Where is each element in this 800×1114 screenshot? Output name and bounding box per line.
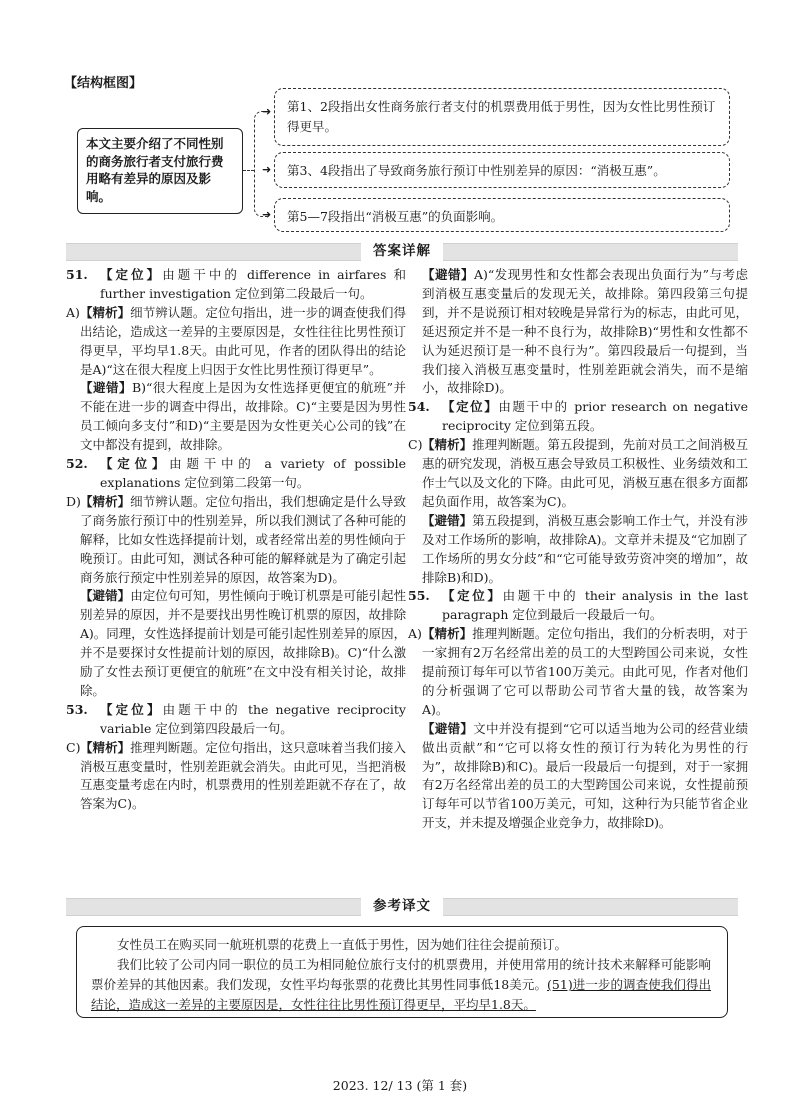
question-number: 51. xyxy=(66,267,88,282)
locate-label: 【定位】 xyxy=(100,456,170,472)
locate-label: 【定位】 xyxy=(442,588,503,604)
distractor-text: A)“发现男性和女性都会表现出负面行为”与考虑到消极互惠变量后的发现无关，故排除。第四段第三句提到，并不是说预订相对较晚是异常行为的标志，由此可见，延迟预定并不是一种不良行为，故排除B)“男性和女性都不认为延迟预订是一种不良行为”。第四段最后一句提到，当我们接入消极互惠变量时，性别差距就会消失，而不是缩小，故排除D)。 xyxy=(422,267,748,396)
answer-option: A) xyxy=(66,304,80,320)
translation-text: 我们比较了公司内同一职位的员工为相同舱位旅行支付的机票费用，并使用常用的统计技术来解释可能影响票价差异的其他因素。我们发现，女性平均每张票的花费比其男性同事低18美元。 xyxy=(91,957,711,992)
locate-label: 【定位】 xyxy=(442,399,499,415)
analysis-text: 细节辨认题。定位句指出，进一步的调查使我们得出结论，造成这一差异的主要原因是，女性往往比男性预订得更早，平均早1.8天。由此可见，作者的团队得出的结论是A)“这在很大程度上归因于女性比男性预订得更早”。 xyxy=(80,304,406,377)
section-bar-translation xyxy=(66,898,738,916)
q54-distractor xyxy=(408,512,748,588)
question-number: 55. xyxy=(408,588,430,604)
q51-locate xyxy=(66,266,406,304)
section-title: 答案详解 xyxy=(361,242,443,261)
distractor-label: 【避错】 xyxy=(422,267,474,282)
q54-analysis xyxy=(408,436,748,512)
q53-locate xyxy=(66,701,406,739)
locate-text: 由题干中的 their analysis in the last paragraph 定位到最后一段最后一句。 xyxy=(442,588,748,623)
arrow-right-icon: ➜ xyxy=(262,208,272,221)
distractor-text: 文中并没有提到“它可以适当地为公司的经营业绩做出贡献”和“它可以将女性的预订行为转化为男性的行为”，故排除B)和C)。最后一段最后一句提到，对于一家拥有2万名经常出差的员工的大型跨国公司来说，女性提前预订每年可以节省100万美元，可知，这种行为只能节省企业开支，并未提及增强企业竞争力，故排除D)。 xyxy=(422,720,749,831)
analysis-label: 【精析】 xyxy=(422,437,473,453)
q55-locate xyxy=(408,587,748,625)
distractor-label: 【避错】 xyxy=(422,720,474,736)
distractor-label: 【避错】 xyxy=(80,380,132,396)
translation-answer-marked: (51)进一步的调查使我们得出结论，造成这一差异的主要原因是，女性往往比男性预订得更早，平均早1.8天。 xyxy=(91,977,711,1012)
translation-box xyxy=(76,926,728,1018)
q55-distractor xyxy=(408,720,748,833)
analysis-text: 推理判断题。定位句指出，这只意味着当我们接入消极互惠变量时，性别差距就会消失。由此可见，当把消极互惠变量考虑在内时，机票费用的性别差距就不存在了，故答案为C)。 xyxy=(80,739,406,812)
section-bar-answers xyxy=(66,243,738,261)
distractor-text: 由定位句可知，男性倾向于晚订机票是可能引起性别差异的原因，并不是要找出男性晚订机票的原因，故排除A)。同理，女性选择提前计划是可能引起性别差异的原因，并不是要探讨女性提前计划的原因，故排除B)。C)“什么激励了女性去预订更便宜的航班”在文中没有相关讨论，故排除。 xyxy=(80,588,406,698)
locate-label: 【定位】 xyxy=(100,267,163,282)
analysis-text: 推理判断题。定位句指出，我们的分析表明，对于一家拥有2万名经常出差的员工的大型跨国公司来说，女性提前预订每年可以节省100万美元。由此可见，作者对他们的分析强调了它可以帮助公司节省大量的钱，故答案为A)。 xyxy=(422,626,748,717)
locate-label: 【定位】 xyxy=(100,701,163,717)
page-footer: 2023. 12/ 13 (第 1 套) xyxy=(332,1078,468,1093)
q52-locate xyxy=(66,455,406,493)
question-number: 53. xyxy=(66,701,88,717)
question-number: 54. xyxy=(408,399,430,415)
branch-box-3 xyxy=(274,198,730,232)
q54-locate xyxy=(408,398,748,436)
q53-analysis xyxy=(66,739,406,815)
branch-text: 第3、4段指出了导致商务旅行预订中性别差异的原因：“消极互惠”。 xyxy=(287,163,666,178)
arrow-right-icon: ➜ xyxy=(262,163,272,176)
answers-left-column xyxy=(66,266,406,814)
structure-main-box: 本文主要介绍了不同性别的商务旅行者支付旅行费用略有差异的原因及影响。 xyxy=(77,128,243,214)
connector-line xyxy=(243,170,254,171)
analysis-text: 推理判断题。第五段提到，先前对员工之间消极互惠的研究发现，消极互惠会导致员工积极性、业务绩效和工作士气以及文化的下降。由此可见，消极互惠在很多方面都起负面作用，故答案为C)。 xyxy=(422,437,748,509)
translation-paragraph-2 xyxy=(91,955,711,1015)
analysis-label: 【精析】 xyxy=(422,626,473,642)
q51-distractor xyxy=(66,379,406,455)
branch-text: 第5—7段指出“消极互惠”的负面影响。 xyxy=(287,209,504,224)
q52-analysis xyxy=(66,493,406,588)
answer-option: D) xyxy=(66,493,81,509)
analysis-label: 【精析】 xyxy=(80,739,131,755)
q53-distractor xyxy=(408,266,748,398)
distractor-label: 【避错】 xyxy=(80,588,131,604)
branch-box-1 xyxy=(274,88,730,146)
distractor-text: 第五段提到，消极互惠会影响工作士气，并没有涉及对工作场所的影响，故排除A)。文章并未提及“它加剧了工作场所的男女分歧”和“它可能导致劳资冲突的增加”，故排除B)和D)。 xyxy=(422,512,748,585)
structure-title: 【结构框图】 xyxy=(64,76,143,91)
answer-option: C) xyxy=(66,739,81,755)
branch-text: 第1、2段指出女性商务旅行者支付的机票费用低于男性，因为女性比男性预订得更早。 xyxy=(287,99,716,134)
section-title: 参考译文 xyxy=(361,897,443,916)
answer-option: C) xyxy=(408,437,423,453)
analysis-text: 细节辨认题。定位句指出，我们想确定是什么导致了商务旅行预订中的性别差异，所以我们测试了各种可能的解释，比如女性选择提前计划，或者经常出差的男性倾向于晚预订。由此可知，测试各种可能的解释就是为了确定引起商务旅行预定中性别差异的原因，故答案为D)。 xyxy=(80,493,406,585)
q52-distractor xyxy=(66,587,406,700)
locate-text: 由题干中的 a variety of possible explanations 定位到第二段第一句。 xyxy=(100,456,406,490)
distractor-label: 【避错】 xyxy=(422,512,473,528)
answers-right-column xyxy=(408,266,748,833)
translation-paragraph-1: 女性员工在购买同一航班机票的花费上一直低于男性，因为她们往往会提前预订。 xyxy=(117,937,568,952)
arrow-right-icon: ➜ xyxy=(262,105,272,118)
locate-text: 由题干中的 prior research on negative reciprocity 定位到第五段。 xyxy=(442,399,748,434)
distractor-text: B)“很大程度上是因为女性选择更便宜的航班”并不能在进一步的调查中得出，故排除。C)“主要是因为男性员工倾向多支付”和D)“主要是因为女性更关心公司的钱”在文中都没有提到，故排除。 xyxy=(80,380,406,453)
analysis-label: 【精析】 xyxy=(80,493,131,509)
q55-analysis xyxy=(408,625,748,720)
analysis-label: 【精析】 xyxy=(80,304,131,320)
locate-text: 由题干中的 the negative reciprocity variable 定位到第四段最后一句。 xyxy=(100,701,406,736)
answer-option: A) xyxy=(408,626,422,642)
question-number: 52. xyxy=(66,456,88,472)
locate-text: 由题干中的 difference in airfares 和 further investigation 定位到第二段最后一句。 xyxy=(100,267,406,301)
q51-analysis xyxy=(66,304,406,380)
branch-box-2 xyxy=(274,152,730,188)
